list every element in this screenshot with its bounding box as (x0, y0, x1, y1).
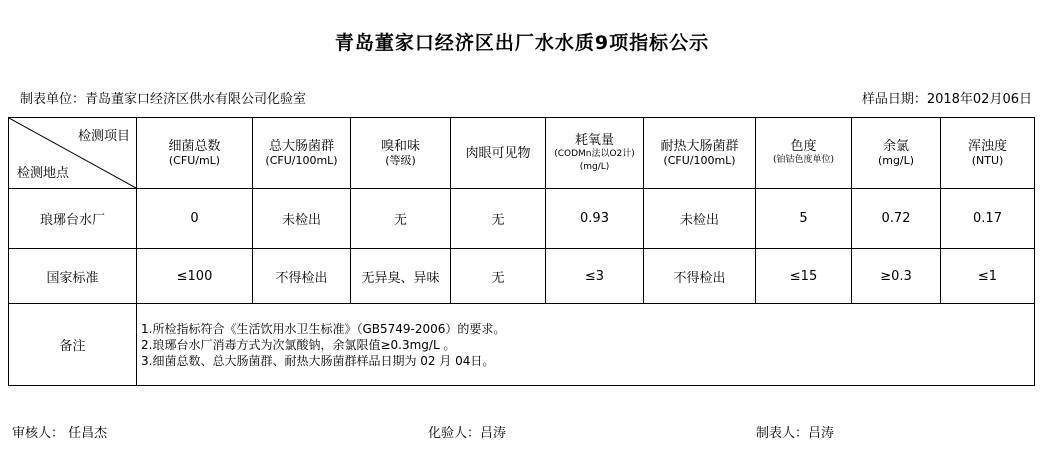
header-cell (451, 118, 546, 189)
header-name: 细菌总数 (168, 139, 221, 154)
corner-top-label: 检测项目 (77, 129, 130, 144)
header-name: 浑浊度 (967, 139, 1007, 154)
header-cell (351, 118, 451, 189)
unit-label: 制表单位：青岛董家口经济区供水有限公司化验室 (20, 92, 307, 107)
notes-row (9, 304, 1035, 386)
header-name: 耐热大肠菌群 (660, 139, 739, 154)
table-cell: 无 (451, 189, 546, 249)
header-unit: (等级) (385, 154, 416, 167)
header-unit: (CFU/100mL) (663, 154, 736, 167)
table-cell: 0.72 (852, 189, 941, 249)
header-name: 嗅和味 (380, 139, 420, 154)
page-title: 青岛董家口经济区出厂水水质9项指标公示 (334, 32, 710, 54)
note-line: 2.琅琊台水厂消毒方式为次氯酸钠，余氯限值≥0.3mg/L 。 (141, 337, 456, 352)
header-unit: (CFU/100mL) (265, 154, 338, 167)
table-cell: 0.17 (941, 189, 1035, 249)
table-cell: 不得检出 (644, 249, 756, 304)
table-cell: ≤100 (137, 249, 253, 304)
tester-label: 化验人：吕涛 (428, 426, 507, 441)
header-unit: (CFU/mL) (168, 154, 221, 167)
header-name: 肉眼可见物 (465, 145, 531, 161)
table-row (9, 249, 1035, 304)
corner-cell (9, 118, 137, 189)
header-name: 余氯 (882, 139, 909, 154)
header-row (9, 118, 1035, 189)
header-cell (852, 118, 941, 189)
note-line: 3.细菌总数、总大肠菌群、耐热大肠菌群样品日期为 02 月 04日。 (141, 353, 495, 368)
notes-cell (137, 304, 1035, 386)
header-cell (941, 118, 1035, 189)
header-unit: (CODMn法以O2计) (mg/L) (554, 148, 635, 172)
table-cell: ≤1 (941, 249, 1035, 304)
table-cell: 0.93 (546, 189, 644, 249)
table-cell: ≥0.3 (852, 249, 941, 304)
table-cell: 无 (451, 249, 546, 304)
reviewer-label: 审核人： 任昌杰 (12, 426, 108, 441)
header-name: 耗氧量 (574, 132, 614, 148)
header-name: 总大肠菌群 (268, 139, 334, 154)
table-cell: 未检出 (253, 189, 351, 249)
table-cell: 不得检出 (253, 249, 351, 304)
header-unit: (NTU) (971, 154, 1004, 167)
header-unit: (铂钴色度单位) (772, 155, 835, 165)
header-cell (546, 118, 644, 189)
sample-date-label: 样品日期：2018年02月06日 (861, 92, 1032, 107)
header-cell (137, 118, 253, 189)
table-cell: ≤3 (546, 249, 644, 304)
table-cell: 未检出 (644, 189, 756, 249)
header-cell (644, 118, 756, 189)
water-quality-table (8, 117, 1035, 386)
table-cell: 无异臭、异味 (351, 249, 451, 304)
table-cell: 5 (756, 189, 852, 249)
corner-bottom-label: 检测地点 (17, 166, 70, 181)
table-row (9, 189, 1035, 249)
table-cell: 无 (351, 189, 451, 249)
row-label: 琅琊台水厂 (9, 189, 137, 249)
preparer-label: 制表人：吕涛 (756, 426, 835, 441)
row-label: 国家标准 (9, 249, 137, 304)
header-unit: (mg/L) (877, 154, 915, 167)
table-cell: ≤15 (756, 249, 852, 304)
header-name: 色度 (790, 139, 817, 154)
header-cell (756, 118, 852, 189)
header-cell (253, 118, 351, 189)
notes-label: 备注 (9, 304, 137, 386)
table-cell: 0 (137, 189, 253, 249)
note-line: 1.所检指标符合《生活饮用水卫生标准》（GB5749-2006）的要求。 (141, 321, 506, 336)
